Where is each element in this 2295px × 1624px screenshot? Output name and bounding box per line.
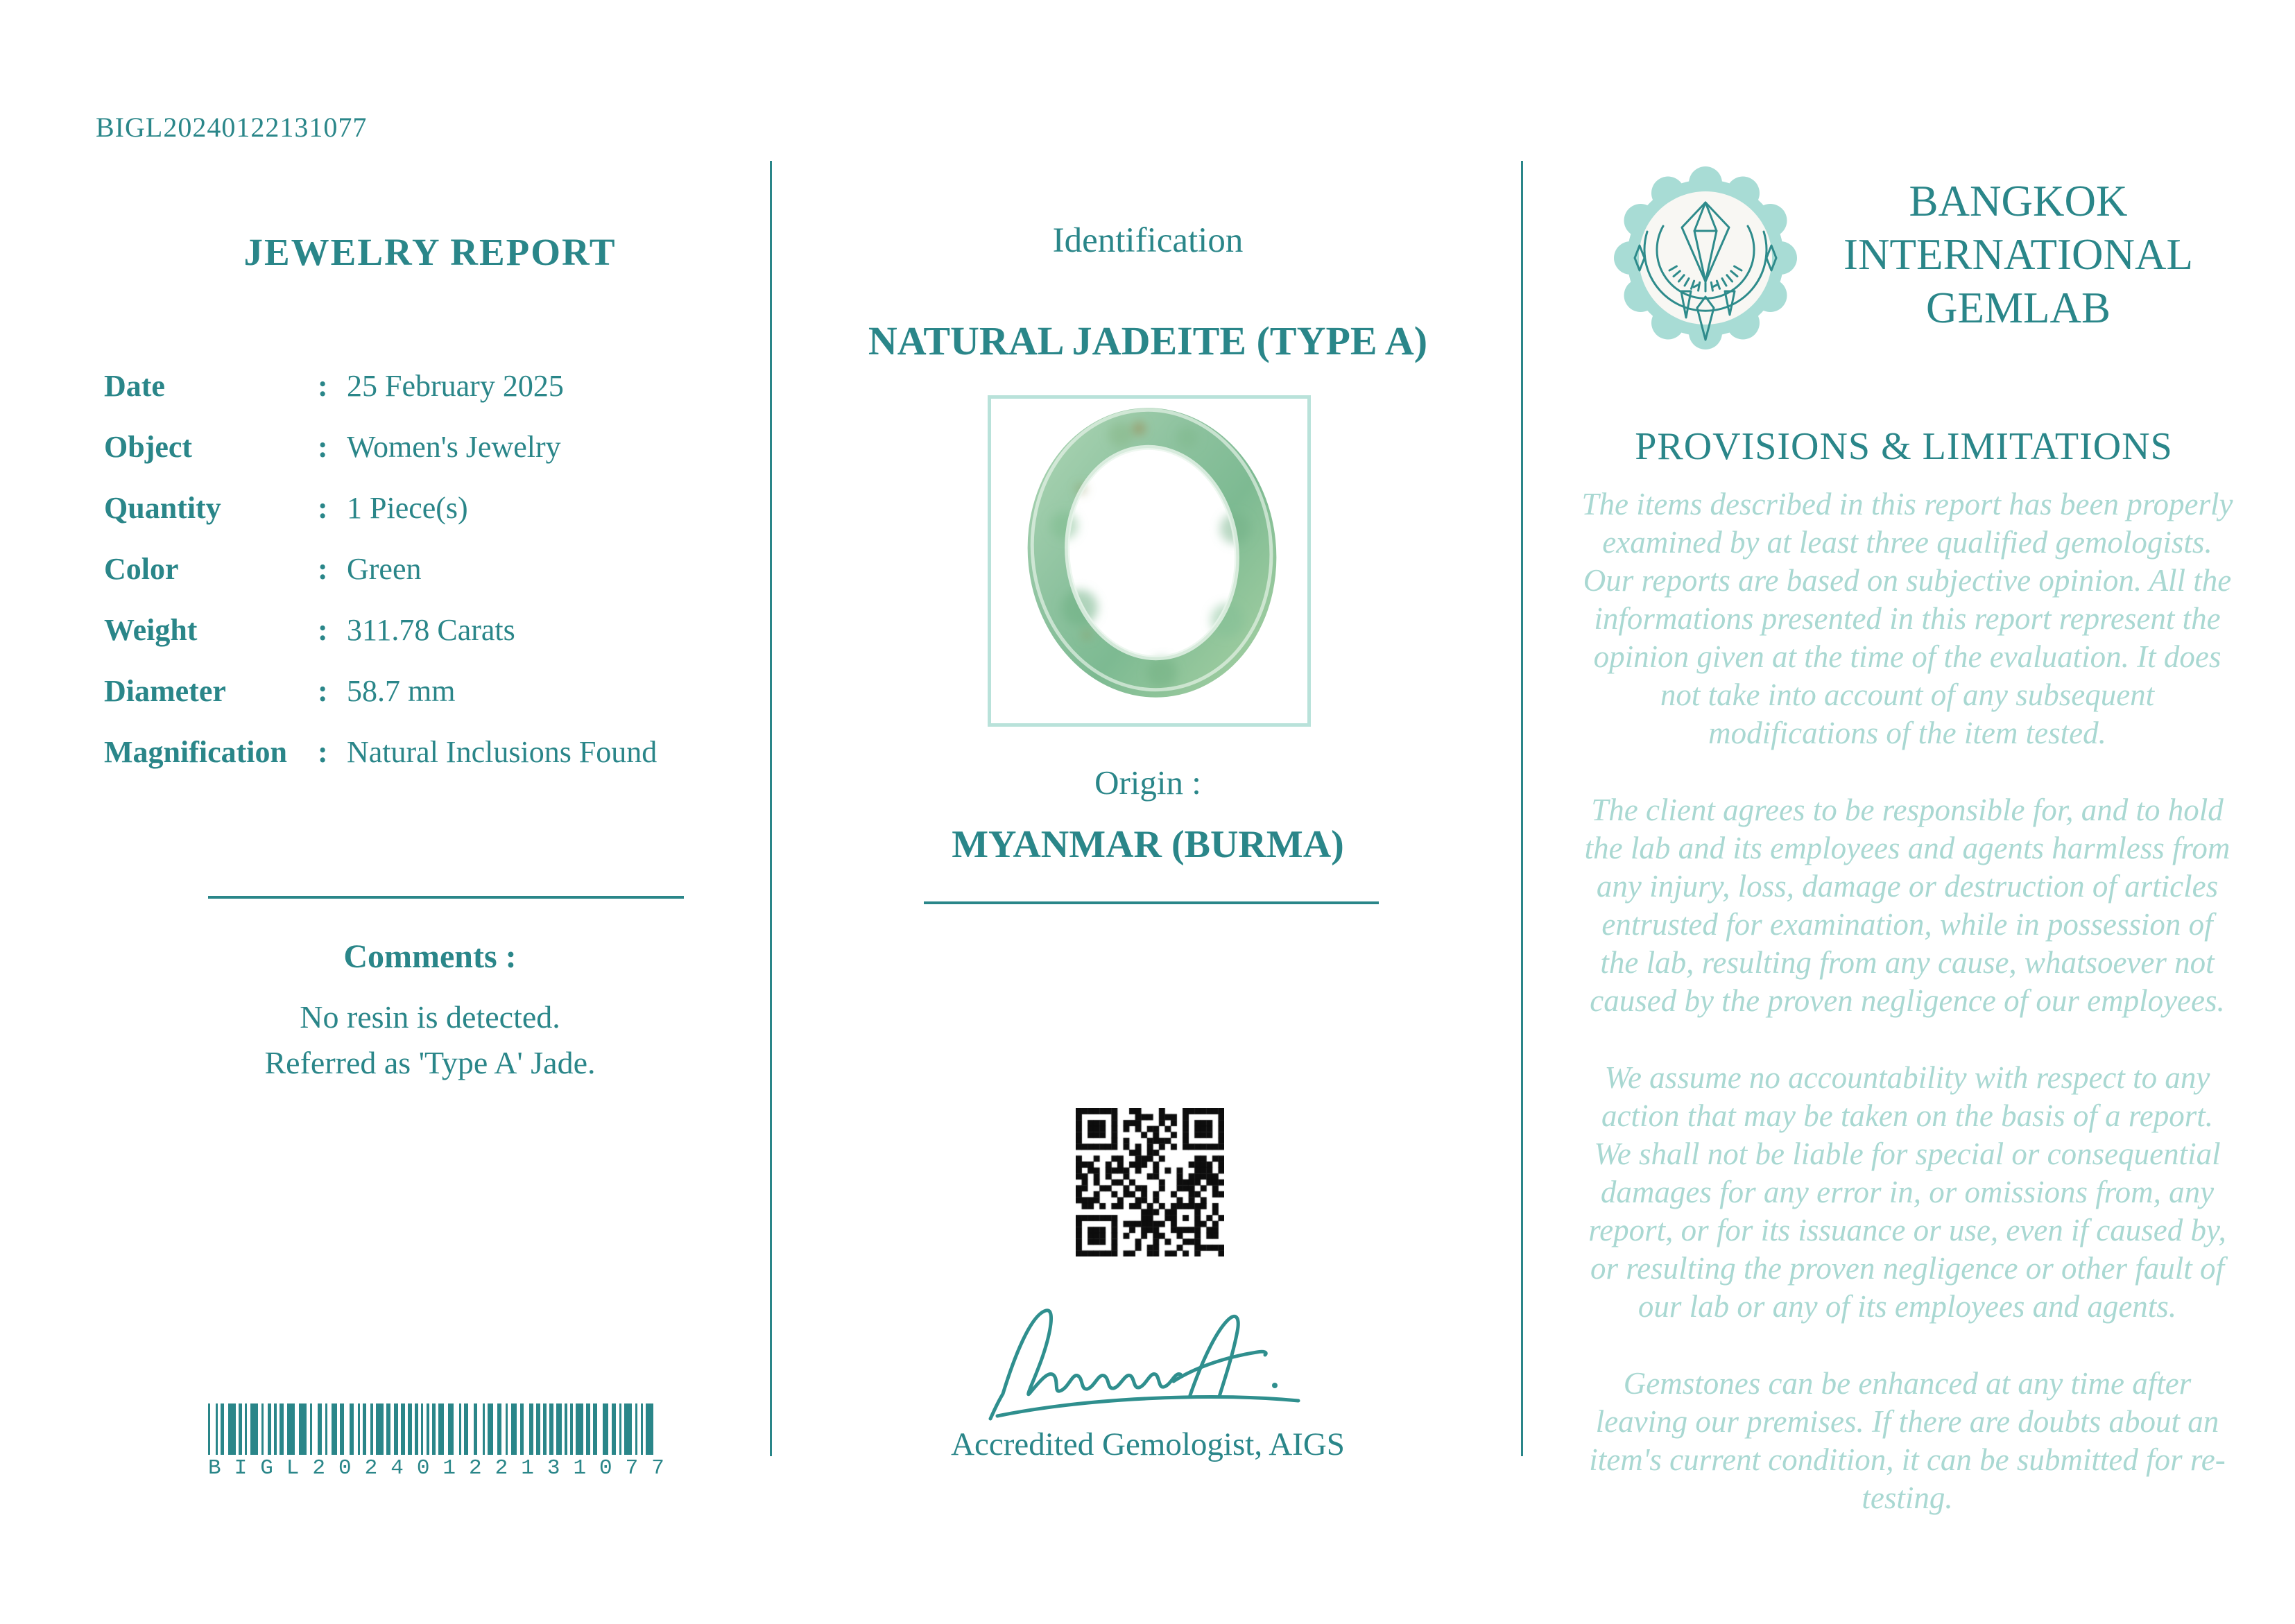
barcode-bar	[401, 1403, 405, 1455]
barcode-bar	[641, 1403, 643, 1455]
detail-label: Color	[104, 551, 179, 586]
barcode-bar	[274, 1403, 277, 1455]
barcode-bar	[549, 1403, 553, 1455]
detail-label: Magnification	[104, 734, 287, 769]
origin-value: MYANMAR (BURMA)	[952, 823, 1344, 866]
detail-colon: :	[318, 673, 328, 708]
barcode-bar	[529, 1403, 533, 1455]
barcode-bar	[358, 1403, 360, 1455]
barcode-bar	[245, 1403, 247, 1455]
detail-label: Date	[104, 368, 165, 403]
comment-line: Referred as 'Type A' Jade.	[264, 1045, 596, 1080]
barcode-bar	[624, 1403, 632, 1455]
detail-label: Quantity	[104, 490, 221, 525]
item-photo-frame	[988, 395, 1311, 727]
table-row	[104, 599, 749, 660]
detail-colon: :	[318, 429, 328, 464]
barcode-bar	[646, 1403, 653, 1455]
lab-name-line: BANGKOK	[1909, 177, 2128, 225]
comments-title: Comments :	[343, 938, 517, 975]
qr-code	[1076, 1108, 1224, 1256]
identification-result: NATURAL JADEITE (TYPE A)	[868, 318, 1428, 363]
barcode-bar	[421, 1403, 423, 1455]
barcode-bar	[280, 1403, 284, 1455]
barcode-bar	[619, 1403, 621, 1455]
logo-badge	[1614, 166, 1797, 349]
signer-title: Accredited Gemologist, AIGS	[951, 1426, 1345, 1462]
table-row	[104, 477, 749, 538]
barcode-bar	[408, 1403, 412, 1455]
barcode-bar	[261, 1403, 264, 1455]
barcode-bar	[415, 1403, 418, 1455]
barcode	[208, 1403, 678, 1480]
barcode-bar	[612, 1403, 616, 1455]
barcode-bar	[427, 1403, 429, 1455]
provisions-paragraph: The items described in this report has been properly examined by at least three qualified gemologists. Our reports are based on subjective opinion. All the informations presented in this report represent the opinion given at the time of the evaluation. It does not take into account of any subsequent modifications of the item tested.	[1581, 487, 2233, 750]
identification-heading: Identification	[1052, 221, 1244, 260]
barcode-bar	[340, 1403, 344, 1455]
barcode-bar	[603, 1403, 608, 1455]
barcode-bar	[586, 1403, 590, 1455]
barcode-bar	[543, 1403, 547, 1455]
origin-label: Origin :	[1094, 763, 1201, 802]
barcode-bar	[488, 1403, 493, 1455]
detail-label: Object	[104, 429, 193, 464]
detail-value: Natural Inclusions Found	[347, 734, 657, 769]
barcode-bar	[565, 1403, 567, 1455]
detail-value: 58.7 mm	[347, 673, 456, 708]
barcode-bar	[216, 1403, 218, 1455]
barcode-bar	[363, 1403, 366, 1455]
barcode-bar	[268, 1403, 271, 1455]
barcode-bar	[635, 1403, 637, 1455]
provisions-heading: PROVISIONS & LIMITATIONS	[1635, 425, 2173, 468]
barcode-bar	[287, 1403, 295, 1455]
barcode-bar	[370, 1403, 373, 1455]
detail-colon: :	[318, 734, 328, 769]
barcode-bar	[593, 1403, 597, 1455]
barcode-bar	[386, 1403, 390, 1455]
detail-colon: :	[318, 612, 328, 647]
barcode-bar	[556, 1403, 562, 1455]
provisions-text	[1581, 485, 2233, 1556]
table-row	[104, 416, 749, 477]
barcode-bar	[310, 1403, 312, 1455]
barcode-bar	[394, 1403, 398, 1455]
details-table	[104, 355, 749, 782]
table-row	[104, 721, 749, 782]
detail-value: 1 Piece(s)	[347, 490, 468, 525]
barcode-bar	[432, 1403, 436, 1455]
barcode-bar	[221, 1403, 224, 1455]
detail-value: 311.78 Carats	[347, 612, 515, 647]
barcode-bar	[459, 1403, 461, 1455]
barcode-bar	[250, 1403, 258, 1455]
comment-line: No resin is detected.	[300, 999, 560, 1035]
detail-colon: :	[318, 490, 328, 525]
table-row	[104, 660, 749, 721]
lab-name	[1803, 175, 2233, 335]
origin-divider	[924, 901, 1379, 904]
barcode-bar	[376, 1403, 384, 1455]
barcode-bar	[228, 1403, 236, 1455]
barcode-bar	[208, 1403, 210, 1455]
barcode-bar	[511, 1403, 517, 1455]
detail-value: Women's Jewelry	[347, 429, 561, 464]
lab-name-line: GEMLAB	[1926, 284, 2111, 332]
barcode-bar	[483, 1403, 485, 1455]
report-number: BIGL20240122131077	[96, 112, 368, 143]
barcode-bar	[438, 1403, 444, 1455]
barcode-bars	[208, 1403, 671, 1455]
comments-divider	[208, 896, 684, 899]
barcode-bar	[464, 1403, 468, 1455]
barcode-bar	[576, 1403, 583, 1455]
detail-value: Green	[347, 551, 422, 586]
column-divider-left	[770, 161, 772, 1456]
gemologist-signature	[982, 1291, 1322, 1430]
barcode-bar	[506, 1403, 508, 1455]
barcode-bar	[520, 1403, 524, 1455]
lab-name-line: INTERNATIONAL	[1843, 230, 2193, 279]
provisions-paragraph: Gemstones can be enhanced at any time after leaving our premises. If there are doubts about an item's current condition, it can be submitted for re-testing.	[1589, 1366, 2226, 1515]
table-row	[104, 355, 749, 416]
jade-bangle-photo	[991, 399, 1307, 723]
barcode-bar	[474, 1403, 477, 1455]
barcode-bar	[350, 1403, 354, 1455]
detail-colon: :	[318, 368, 328, 403]
table-row	[104, 538, 749, 599]
barcode-bar	[325, 1403, 327, 1455]
barcode-bar	[497, 1403, 501, 1455]
provisions-paragraph: We assume no accountability with respect to any action that may be taken on the basis of a report. We shall not be liable for special or consequential damages for any error in, or omissions from, any report, or for its issuance or use, even if caused by, or resulting the proven negligence or other fault of our lab or any of its employees and agents.	[1588, 1060, 2226, 1324]
barcode-bar	[332, 1403, 337, 1455]
jewelry-report-title: JEWELRY REPORT	[243, 231, 617, 273]
barcode-bar	[448, 1403, 454, 1455]
detail-label: Weight	[104, 612, 198, 647]
barcode-bar	[570, 1403, 573, 1455]
barcode-bar	[239, 1403, 242, 1455]
barcode-bar	[536, 1403, 540, 1455]
gemlab-logo	[1611, 164, 1800, 352]
barcode-bar	[318, 1403, 322, 1455]
detail-colon: :	[318, 551, 328, 586]
barcode-caption: BIGL20240122131077	[208, 1456, 678, 1480]
provisions-paragraph: The client agrees to be responsible for, and to hold the lab and its employees and agents harmless from any injury, loss, damage or destruction of articles entrusted for examination, while in possession of the lab, resulting from any cause, whatsoever not caused by the proven negligence of our employees.	[1584, 793, 2230, 1018]
detail-value: 25 February 2025	[347, 368, 564, 403]
barcode-bar	[299, 1403, 307, 1455]
detail-label: Diameter	[104, 673, 226, 708]
